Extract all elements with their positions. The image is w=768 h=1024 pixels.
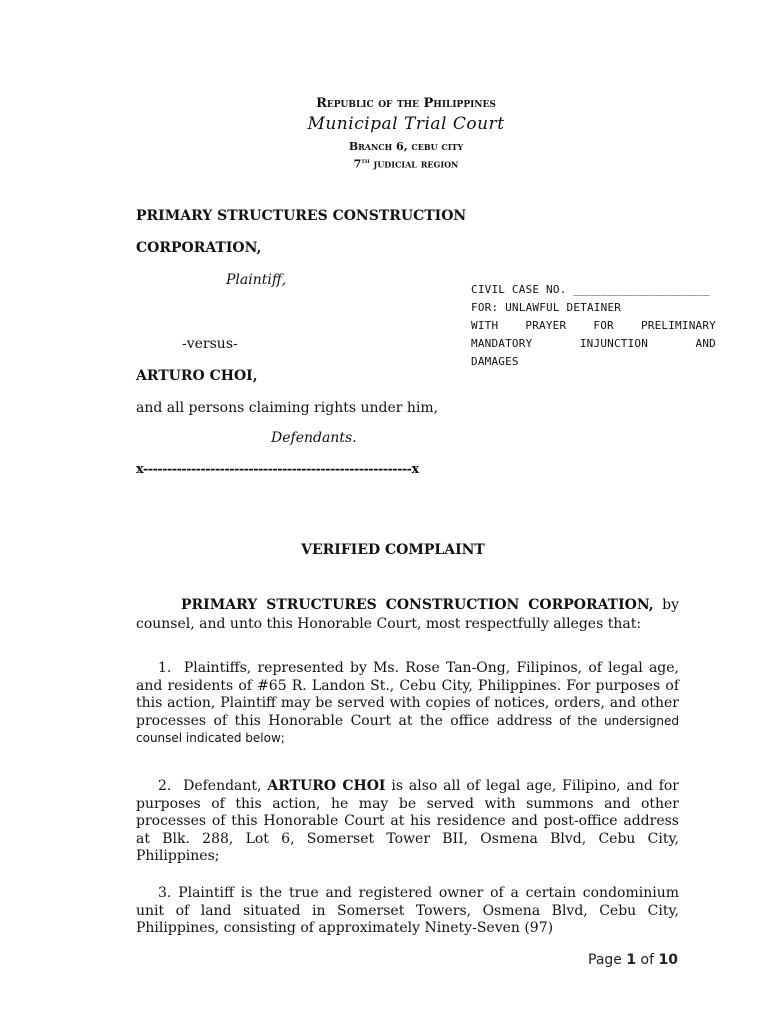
case-prayer-line3: DAMAGES xyxy=(471,355,519,368)
allegation-1-tail: of the undersigned counsel indicated below; xyxy=(136,713,680,745)
allegation-3-number: 3. xyxy=(158,885,172,901)
region-text: judicial region xyxy=(369,157,459,171)
case-info-block xyxy=(471,281,716,371)
republic-heading: Republic of the Philippines xyxy=(316,96,496,111)
allegation-1-number: 1. xyxy=(158,660,172,676)
defendant-others: and all persons claiming rights under him, xyxy=(136,400,439,416)
page-total: 10 xyxy=(658,952,678,968)
allegation-3 xyxy=(136,885,679,938)
case-nature: FOR: UNLAWFUL DETAINER xyxy=(471,301,622,314)
intro-party: PRIMARY STRUCTURES CONSTRUCTION CORPORATION, xyxy=(181,597,654,613)
region-number: 7 xyxy=(353,157,362,171)
allegation-2-text: is also all of legal age, Filipino, and for purposes of this action, he may be served with summons and other processes of this Honorable Court at his residence and post-office address at Blk. 288, Lot 6, Somerset Tower BII, Osmena Blvd, Cebu City, Philippines; xyxy=(136,778,679,864)
plaintiff-name-line2: CORPORATION, xyxy=(136,240,262,256)
allegation-2-number: 2. xyxy=(158,778,172,794)
intro-paragraph xyxy=(136,596,679,634)
region-superscript: th xyxy=(361,156,370,165)
caption-divider: x--------------------------------------------------------x xyxy=(136,462,419,477)
case-prayer-line2: MANDATORY INJUNCTION AND xyxy=(471,337,716,350)
defendant-role: Defendants. xyxy=(271,430,357,446)
allegation-1 xyxy=(136,660,679,748)
defendant-name: ARTURO CHOI, xyxy=(136,368,258,384)
allegation-2-pre: Defendant, xyxy=(183,778,268,794)
allegation-2 xyxy=(136,778,679,866)
allegation-1-text: Plaintiffs, represented by Ms. Rose Tan-Ong, Filipinos, of legal age, and residents of #65 R. Landon St., Cebu City, Philippines. For purposes of this action, Plaintiff may be served with copies of notices, orders, and other processes of this Honorable Court at the office address xyxy=(136,660,679,729)
page-number xyxy=(588,952,678,968)
page-label: Page xyxy=(588,952,627,968)
complaint-title: VERIFIED COMPLAINT xyxy=(301,542,485,558)
page-current: 1 xyxy=(626,952,637,968)
case-prayer-line1: WITH PRAYER FOR PRELIMINARY xyxy=(471,319,716,332)
case-number: CIVIL CASE NO. ____________________ xyxy=(471,283,710,296)
page-of: of xyxy=(636,952,659,968)
allegation-2-defendant: ARTURO CHOI xyxy=(267,778,386,794)
branch-line: Branch 6, cebu city xyxy=(348,140,464,153)
court-name: Municipal Trial Court xyxy=(307,114,505,134)
plaintiff-name-line1: PRIMARY STRUCTURES CONSTRUCTION xyxy=(136,208,467,224)
allegation-3-text: Plaintiff is the true and registered owner of a certain condominium unit of land situated in Somerset Towers, Osmena Blvd, Cebu City, Philippines, consisting of approximately Ninety-Seven (97) xyxy=(136,885,679,936)
plaintiff-role: Plaintiff, xyxy=(226,272,287,288)
region-line xyxy=(0,156,768,171)
versus-label: -versus- xyxy=(182,336,238,352)
intro-text: by counsel, and unto this Honorable Court, most respectfully alleges that: xyxy=(136,597,679,632)
